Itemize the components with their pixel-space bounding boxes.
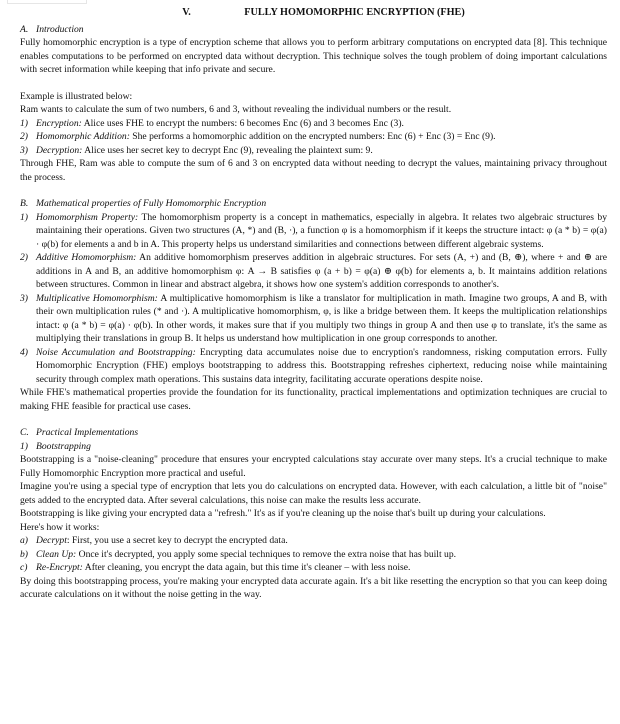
section-c-label: C. — [20, 427, 29, 438]
bootstrap-step — [20, 561, 607, 575]
chapter-heading — [20, 6, 607, 20]
item-number: 2) — [20, 252, 28, 263]
step-letter: c) — [20, 562, 28, 573]
bootstrapping-paragraph-2: Imagine you're using a special type of encryption that lets you do calculations on encrypted data. However, with each calculation, a little bit of "noise" gets added to the encrypted data. After several calculations, this noise can make the results less accurate. — [20, 481, 607, 506]
step-letter: b) — [20, 548, 28, 560]
item-text: An additive homomorphism preserves addition in algebraic structures. For sets (A, +) and (B, ⊕), where + and ⊕ are additions in A and B, an additive homomorphism φ: A → B satisfies φ (a + b) = φ(a) ⊕ φ(b) for elements a, b. It maintains addition relations between structures. Common in linear and abstract algebra, it shows how one system's addition corresponds to another's. — [36, 252, 608, 290]
example-conclusion: Through FHE, Ram was able to compute the sum of 6 and 3 on encrypted data without needing to decrypt the values, maintaining privacy throughout the process. — [20, 158, 607, 183]
step-text: After cleaning, you encrypt the data again, but this time it's cleaner – with less noise. — [82, 562, 411, 573]
example-step — [20, 117, 607, 131]
section-b-title: Mathematical properties of Fully Homomorphic Encryption — [36, 198, 267, 209]
item-heading: Noise Accumulation and Bootstrapping: — [36, 346, 196, 358]
step-letter: a) — [20, 535, 28, 546]
step-number: 2) — [20, 131, 28, 142]
bootstrap-step — [20, 548, 607, 562]
step-text: Once it's decrypted, you apply some special techniques to remove the extra noise that has built up. — [76, 548, 457, 560]
section-b-label: B. — [20, 198, 29, 209]
item-heading: Additive Homomorphism: — [36, 252, 137, 263]
section-a-title: Introduction — [36, 23, 84, 35]
item-text: Encrypting data accumulates noise due to encryption's randomness, risking computation errors. Fully Homomorphic Encryption (FHE) employs bootstrapping to address this. Bootstrapping refreshes ciphertext, reducing noise while maintaining security through complex math operations. This sustains data integrity, facilitating accurate operations despite noise. — [36, 346, 607, 385]
section-c-heading — [20, 426, 607, 440]
step-heading: Encryption: — [36, 117, 82, 129]
step-heading: Clean Up: — [36, 548, 77, 560]
property-item — [20, 251, 607, 292]
property-item — [20, 346, 607, 387]
section-c-title: Practical Implementations — [36, 427, 139, 438]
section-b-heading — [20, 197, 607, 211]
step-text: Alice uses FHE to encrypt the numbers: 6 becomes Enc (6) and 3 becomes Enc (3). — [81, 117, 404, 129]
step-text: Alice uses her secret key to decrypt Enc (9), revealing the plaintext sum: 9. — [82, 144, 373, 156]
section-a-heading — [20, 23, 607, 37]
document-page — [20, 6, 607, 602]
bootstrapping-conclusion: By doing this bootstrapping process, you're making your encrypted data accurate again. It's a bit like resetting the encryption so that you can keep doing accurate calculations on it without the noise getting in the way. — [20, 575, 607, 600]
step-heading: Decryption: — [36, 144, 83, 156]
bootstrap-step — [20, 534, 607, 548]
bootstrapping-paragraph-1: Bootstrapping is a "noise-cleaning" procedure that ensures your encrypted calculations stay accurate over many steps. It's a crucial technique to make Fully Homomorphic Encryption more practical and useful. — [20, 454, 607, 479]
chapter-number: V. — [182, 7, 191, 18]
step-heading: Homomorphic Addition: — [36, 131, 130, 142]
how-it-works-intro: Here's how it works: — [20, 521, 100, 533]
step-text: She performs a homomorphic addition on the encrypted numbers: Enc (6) + Enc (3) = Enc (9). — [129, 131, 496, 142]
example-setup: Ram wants to calculate the sum of two numbers, 6 and 3, without revealing the individual numbers or the result. — [20, 104, 452, 115]
item-number: 1) — [20, 211, 28, 223]
item-text: The homomorphism property is a concept in mathematics, especially in algebra. It relates two algebraic structures by maintaining their operations. Given two structures (A, *) and (B, ·), a function φ is a homomorphism if it keeps the structure intact: φ (a * b) = φ(a) · φ(b) for elements a and b in A. This property helps us understand similarities and connections between different algebraic systems. — [36, 211, 608, 250]
intro-paragraph: Fully homomorphic encryption is a type of encryption scheme that allows you to perform arbitrary computations on encrypted data [8]. This technique enables computations to be performed on encrypted data without decryption. This technique solves the tough problem of doing important calculations with secret information while keeping that info private and secure. — [20, 37, 607, 75]
step-number: 3) — [20, 144, 28, 156]
bootstrapping-paragraph-3: Bootstrapping is like giving your encrypted data a "refresh." It's as if you're cleaning up the noise that's built up during your calculations. — [20, 508, 546, 519]
subsection-label: 1) — [20, 440, 28, 452]
step-heading: Decrypt — [36, 535, 67, 546]
step-heading: Re-Encrypt: — [36, 562, 83, 573]
item-number: 4) — [20, 346, 28, 358]
item-heading: Homomorphism Property: — [36, 211, 139, 223]
item-number: 3) — [20, 292, 28, 304]
example-step — [20, 130, 607, 144]
item-text: A multiplicative homomorphism is like a translator for multiplication in math. Imagine two groups, A and B, with their own multiplication rules (* and ·). A multiplicative homomorphism, φ, is like a bridge between them. It keeps the multiplication relationships intact: φ (a * b) = φ(a) · φ(b). In other words, it makes sure that if you multiply two things in group A and then use φ to translate, it's the same as multiplying their translations in group B. It helps us understand how multiplication in one group corresponds to another. — [36, 292, 607, 344]
step-text: : First, you use a secret key to decrypt the encrypted data. — [66, 535, 288, 546]
page-frame-corner — [7, 0, 87, 4]
example-intro: Example is illustrated below: — [20, 90, 133, 102]
item-heading: Multiplicative Homomorphism: — [36, 292, 158, 304]
property-item — [20, 211, 607, 252]
section-a-label: A. — [20, 23, 29, 35]
example-step — [20, 144, 607, 158]
subsection-heading — [20, 440, 607, 454]
section-b-conclusion: While FHE's mathematical properties provide the foundation for its functionality, practical implementations and optimization techniques are crucial to making FHE feasible for practical use cases. — [20, 387, 607, 412]
property-item — [20, 292, 607, 346]
subsection-title: Bootstrapping — [36, 440, 91, 452]
step-number: 1) — [20, 117, 28, 129]
chapter-title: FULLY HOMOMORPHIC ENCRYPTION (FHE) — [244, 7, 465, 18]
